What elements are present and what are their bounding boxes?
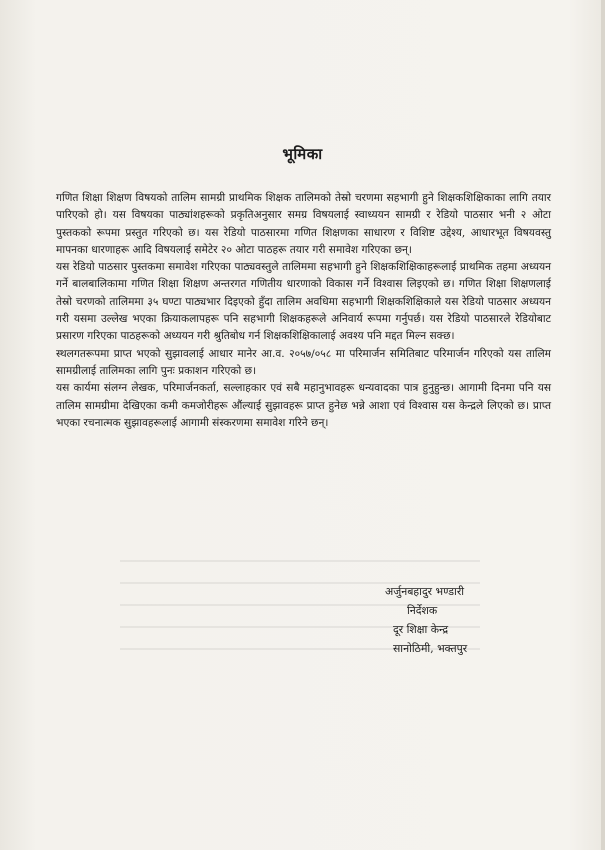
signatory-name: अर्जुनबहादुर भण्डारी	[385, 585, 465, 598]
paragraph-1: गणित शिक्षा शिक्षण विषयको तालिम सामग्री प्राथमिक शिक्षक तालिमको तेस्रो चरणमा सहभागी हुने शिक्षकशिक्षिकाका लागि तयार पारिएको हो। यस विषयका पाठ्यांशहरूको प्रकृतिअनुसार समग्र विषयलाई स्वाध्ययन सामग्री र रेडियो पाठसार भनी २ ओटा पुस्तकको रूपमा प्रस्तुत गरिएको छ। यस रेडियो पाठसारमा गणित शिक्षणका साधारण र विशिष्ट उद्देश्य, आधारभूत विषयवस्तु मापनका धारणाहरू आदि विषयलाई समेटेर २० ओटा पाठहरू तयार गरी समावेश गरिएका छन्।	[56, 192, 551, 256]
signatory-location: सानोठिमी, भक्तपुर	[393, 642, 468, 655]
paragraph-2: यस रेडियो पाठसार पुस्तकमा समावेश गरिएका पाठ्यवस्तुले तालिममा सहभागी हुने शिक्षकशिक्षिकाहरूलाई प्राथमिक तहमा अध्ययन गर्ने बालबालिकामा गणित शिक्षा शिक्षण अन्तरगत गणितीय धारणाको विकास गर्ने विश्वास लिइएको छ। गणित शिक्षा शिक्षणलाई तेस्रो चरणको तालिममा ३५ घण्टा पाठ्यभार दिइएको हुँदा तालिम अवधिमा सहभागी शिक्षकशिक्षिकाले यस रेडियो पाठसार अध्ययन गरी यसमा उल्लेख भएका क्रियाकलापहरू पनि सहभागी शिक्षकहरूले अनिवार्य रूपमा गर्नुपर्छ। यस रेडियो पाठसारले रेडियोबाट प्रसारण गरिएका पाठहरूको अध्ययन गरी श्रुतिबोध गर्न शिक्षकशिक्षिकालाई अवश्य पनि मद्दत मिल्न सक्छ।	[56, 261, 551, 343]
page-edge	[601, 0, 605, 850]
signatory-office: दूर शिक्षा केन्द्र	[393, 623, 449, 636]
paragraph-4: यस कार्यमा संलग्न लेखक, परिमार्जनकर्ता, सल्लाहकार एवं सबै महानुभावहरू धन्यवादका पात्र हुनुहुन्छ। आगामी दिनमा पनि यस तालिम सामग्रीमा देखिएका कमी कमजोरीहरू औंल्याई सुझावहरू प्राप्त हुनेछ भन्ने आशा एवं विश्वास यस केन्द्रले लिएको छ। प्राप्त भएका रचनात्मक सुझावहरूलाई आगामी संस्करणमा समावेश गरिने छन्।	[56, 382, 551, 429]
preface-body	[56, 190, 551, 432]
paragraph-3: स्थलगतरूपमा प्राप्त भएको सुझावलाई आधार मानेर आ.व. २०५७/०५८ मा परिमार्जन समितिबाट परिमार्जन गरिएको यस तालिम सामग्रीलाई तालिमका लागि पुनः प्रकाशन गरिएको छ।	[56, 347, 551, 377]
signatory-position: निर्देशक	[407, 604, 438, 617]
page-title: भूमिका	[282, 145, 323, 163]
signature-block	[385, 582, 525, 658]
